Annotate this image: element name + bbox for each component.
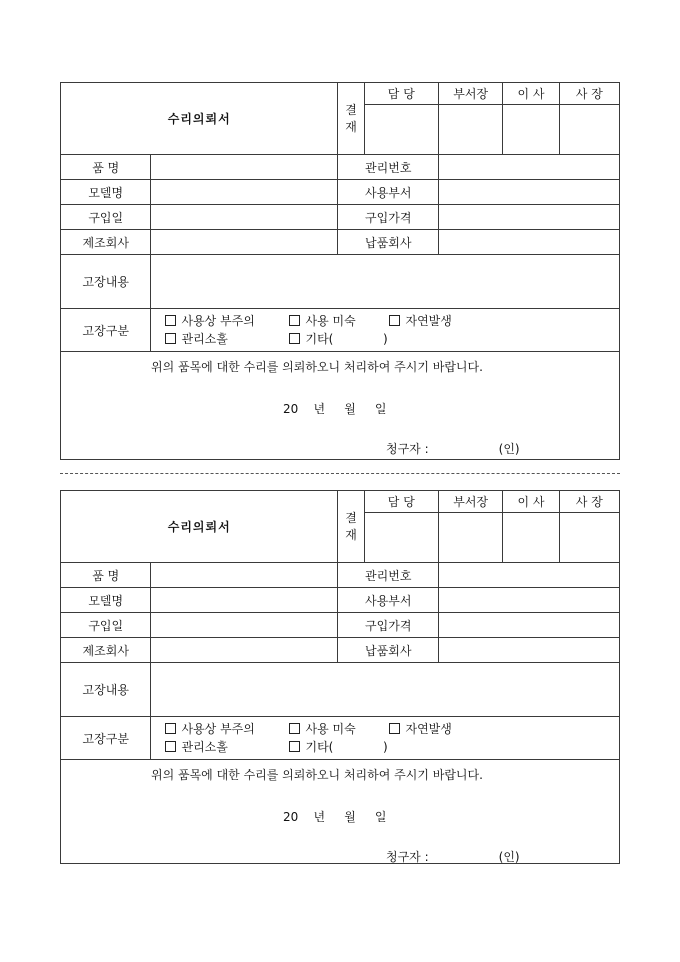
label-management-no: 관리번호 [338, 563, 439, 588]
option-poor-management[interactable]: 관리소홀 [165, 738, 289, 756]
repair-request-form-2 [60, 490, 620, 864]
value-model[interactable] [151, 180, 338, 205]
value-item-name[interactable] [151, 563, 338, 588]
value-purchase-date[interactable] [151, 613, 338, 638]
option-inexperience[interactable]: 사용 미숙 [289, 312, 389, 330]
label-item-name: 품 명 [61, 563, 151, 588]
value-management-no[interactable] [439, 563, 620, 588]
value-management-no[interactable] [439, 155, 620, 180]
approval-label: 결 재 [338, 491, 364, 563]
value-manufacturer[interactable] [151, 638, 338, 663]
label-management-no: 관리번호 [338, 155, 439, 180]
option-careless-use[interactable]: 사용상 부주의 [165, 312, 289, 330]
approval-col-ceo: 사 장 [559, 83, 619, 105]
label-purchase-price: 구입가격 [338, 613, 439, 638]
label-model: 모델명 [61, 180, 151, 205]
sign-box-ceo[interactable] [559, 105, 619, 155]
option-natural[interactable]: 자연발생 [389, 720, 451, 738]
cut-line-divider [60, 473, 620, 474]
value-manufacturer[interactable] [151, 230, 338, 255]
value-purchase-date[interactable] [151, 205, 338, 230]
sign-box-director[interactable] [503, 105, 559, 155]
form-title: 수리의뢰서 [61, 83, 338, 155]
label-fault-details: 고장내용 [61, 255, 151, 309]
checkbox-icon [289, 333, 300, 344]
fault-category-options [151, 309, 620, 352]
label-fault-category: 고장구분 [61, 309, 151, 352]
option-natural[interactable]: 자연발생 [389, 312, 451, 330]
sign-box-staff[interactable] [364, 513, 438, 563]
requester-label: 청구자 : [386, 850, 429, 864]
request-message-area [61, 352, 620, 460]
label-department: 사용부서 [338, 588, 439, 613]
value-supplier[interactable] [439, 230, 620, 255]
sign-box-manager[interactable] [439, 105, 503, 155]
approval-col-manager: 부서장 [439, 491, 503, 513]
label-supplier: 납품회사 [338, 230, 439, 255]
seal-label: (인) [498, 442, 520, 456]
request-text: 위의 품목에 대한 수리를 의뢰하오니 처리하여 주시기 바랍니다. [151, 360, 483, 374]
label-department: 사용부서 [338, 180, 439, 205]
approval-col-staff: 담 당 [364, 83, 438, 105]
option-other[interactable]: 기타( ) [289, 738, 387, 756]
label-item-name: 품 명 [61, 155, 151, 180]
request-message-area [61, 760, 620, 864]
label-fault-category: 고장구분 [61, 717, 151, 760]
label-purchase-price: 구입가격 [338, 205, 439, 230]
sign-box-director[interactable] [503, 513, 559, 563]
checkbox-icon [289, 723, 300, 734]
form-title: 수리의뢰서 [61, 491, 338, 563]
option-inexperience[interactable]: 사용 미숙 [289, 720, 389, 738]
date-line: 20 년 월 일 [283, 810, 387, 824]
value-fault-details[interactable] [151, 255, 620, 309]
label-supplier: 납품회사 [338, 638, 439, 663]
approval-col-director: 이 사 [503, 83, 559, 105]
checkbox-icon [389, 723, 400, 734]
label-model: 모델명 [61, 588, 151, 613]
label-manufacturer: 제조회사 [61, 230, 151, 255]
approval-col-manager: 부서장 [439, 83, 503, 105]
value-supplier[interactable] [439, 638, 620, 663]
requester-label: 청구자 : [386, 442, 429, 456]
checkbox-icon [289, 741, 300, 752]
fault-category-options [151, 717, 620, 760]
approval-col-director: 이 사 [503, 491, 559, 513]
value-model[interactable] [151, 588, 338, 613]
sign-box-manager[interactable] [439, 513, 503, 563]
option-poor-management[interactable]: 관리소홀 [165, 330, 289, 348]
option-other[interactable]: 기타( ) [289, 330, 387, 348]
requester-line [386, 440, 520, 457]
approval-label: 결 재 [338, 83, 364, 155]
checkbox-icon [289, 315, 300, 326]
checkbox-icon [165, 333, 176, 344]
sign-box-ceo[interactable] [559, 513, 619, 563]
repair-request-form-1 [60, 82, 620, 460]
label-purchase-date: 구입일 [61, 205, 151, 230]
requester-line [386, 848, 520, 864]
label-manufacturer: 제조회사 [61, 638, 151, 663]
approval-col-ceo: 사 장 [559, 491, 619, 513]
request-text: 위의 품목에 대한 수리를 의뢰하오니 처리하여 주시기 바랍니다. [151, 768, 483, 782]
checkbox-icon [165, 741, 176, 752]
checkbox-icon [165, 723, 176, 734]
seal-label: (인) [498, 850, 520, 864]
option-careless-use[interactable]: 사용상 부주의 [165, 720, 289, 738]
value-purchase-price[interactable] [439, 613, 620, 638]
checkbox-icon [165, 315, 176, 326]
sign-box-staff[interactable] [364, 105, 438, 155]
value-department[interactable] [439, 588, 620, 613]
value-fault-details[interactable] [151, 663, 620, 717]
value-item-name[interactable] [151, 155, 338, 180]
date-line: 20 년 월 일 [283, 402, 387, 416]
label-purchase-date: 구입일 [61, 613, 151, 638]
approval-col-staff: 담 당 [364, 491, 438, 513]
checkbox-icon [389, 315, 400, 326]
value-department[interactable] [439, 180, 620, 205]
label-fault-details: 고장내용 [61, 663, 151, 717]
value-purchase-price[interactable] [439, 205, 620, 230]
